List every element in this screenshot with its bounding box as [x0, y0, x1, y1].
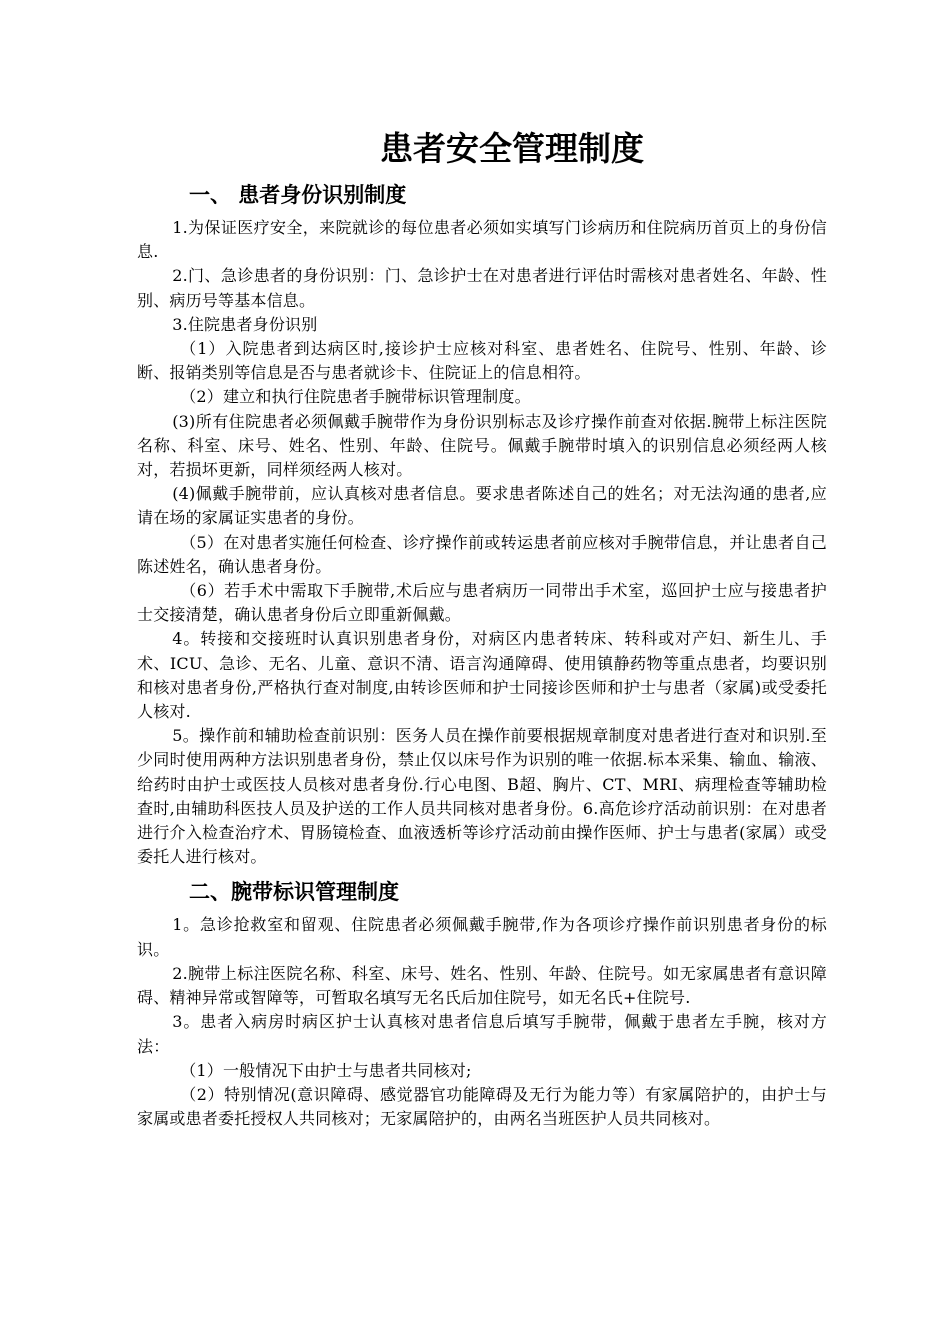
paragraph: 5。操作前和辅助检查前识别：医务人员在操作前要根据规章制度对患者进行查对和识别.至少同时使用两种方法识别患者身份，禁止仅以床号作为识别的唯一依据.标本采集、输血、输液、给药时由护士或医技人员核对患者身份.行心电图、B超、胸片、CT、MRI、病理检查等辅助检查时,由辅助科医技人员及护送的工作人员共同核对患者身份。6.高危诊疗活动前识别：在对患者进行介入检查治疗术、胃肠镜检查、血液透析等诊疗活动前由操作医师、护士与患者(家属）或受委托人进行核对。 — [137, 726, 827, 867]
paragraph: 1。急诊抢救室和留观、住院患者必须佩戴手腕带,作为各项诊疗操作前识别患者身份的标识。 — [137, 915, 827, 959]
paragraph: 3.住院患者身份识别 — [172, 314, 318, 334]
paragraph: （5）在对患者实施任何检查、诊疗操作前或转运患者前应核对手腕带信息，并让患者自己陈述姓名，确认患者身份。 — [137, 532, 827, 576]
paragraph: （2）特别情况(意识障碍、感觉器官功能障碍及无行为能力等）有家属陪护的，由护士与家属或患者委托授权人共同核对；无家属陪护的，由两名当班医护人员共同核对。 — [137, 1084, 827, 1129]
paragraph: （6）若手术中需取下手腕带,术后应与患者病历一同带出手术室，巡回护士应与接患者护士交接清楚，确认患者身份后立即重新佩戴。 — [137, 581, 827, 625]
document-page — [137, 128, 827, 1131]
paragraph: (3)所有住院患者必须佩戴手腕带作为身份识别标志及诊疗操作前查对依据.腕带上标注医院名称、科室、床号、姓名、性别、年龄、住院号。佩戴手腕带时填入的识别信息必须经两人核对，若损坏更新，同样须经两人核对。 — [137, 411, 827, 480]
section-heading-patient-identification: 一、 患者身份识别制度 — [189, 183, 407, 207]
paragraph: （2）建立和执行住院患者手腕带标识管理制度。 — [180, 387, 531, 407]
paragraph: 2.腕带上标注医院名称、科室、床号、姓名、性别、年龄、住院号。如无家属患者有意识障碍、精神异常或智障等，可暂取名填写无名氏后加住院号，如无名氏+住院号. — [137, 963, 827, 1008]
paragraph: (4)佩戴手腕带前，应认真核对患者信息。要求患者陈述自己的姓名；对无法沟通的患者,应请在场的家属证实患者的身份。 — [137, 484, 827, 528]
paragraph: 3。患者入病房时病区护士认真核对患者信息后填写手腕带，佩戴于患者左手腕，核对方法： — [137, 1012, 827, 1056]
section-heading-wristband-management: 二、腕带标识管理制度 — [189, 880, 399, 905]
document-title: 患者安全管理制度 — [380, 129, 644, 168]
paragraph: 4。转接和交接班时认真识别患者身份，对病区内患者转床、转科或对产妇、新生儿、手术、ICU、急诊、无名、儿童、意识不清、语言沟通障碍、使用镇静药物等重点患者，均要识别和核对患者身份,严格执行查对制度,由转诊医师和护士同接诊医师和护士与患者（家属)或受委托人核对. — [137, 629, 827, 722]
paragraph: 2.门、急诊患者的身份识别：门、急诊护士在对患者进行评估时需核对患者姓名、年龄、性别、病历号等基本信息。 — [137, 266, 827, 310]
paragraph: 1.为保证医疗安全，来院就诊的每位患者必须如实填写门诊病历和住院病历首页上的身份信息. — [137, 218, 827, 262]
paragraph: （1）入院患者到达病区时,接诊护士应核对科室、患者姓名、住院号、性别、年龄、诊断、报销类别等信息是否与患者就诊卡、住院证上的信息相符。 — [137, 339, 827, 383]
paragraph: （1）一般情况下由护士与患者共同核对; — [180, 1060, 472, 1080]
